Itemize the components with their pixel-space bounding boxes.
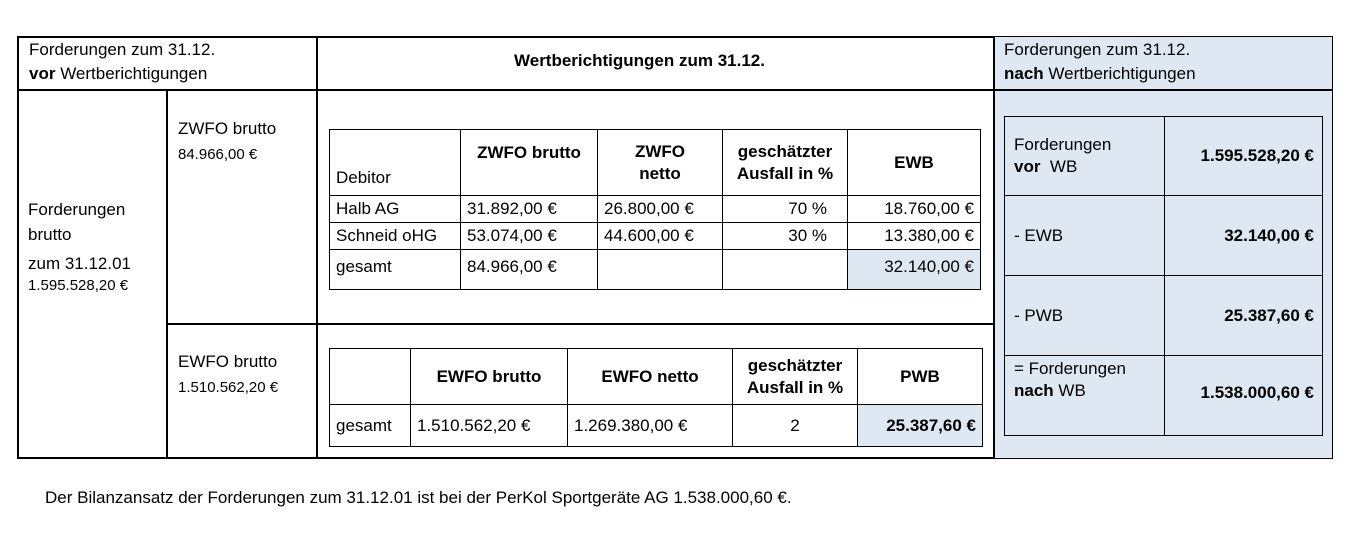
zwfo-header-ewb: EWB (848, 130, 981, 196)
header-right-line2 (1004, 63, 1196, 85)
header-left-bold: vor (29, 64, 56, 83)
summary-r1-bold: vor (1014, 157, 1041, 176)
ewfo-value: 1.510.562,20 € (178, 379, 279, 396)
summary-r1-rest: WB (1040, 157, 1078, 176)
zwfo-header-netto-1: ZWFO (634, 141, 686, 161)
summary-r4-bold: nach (1014, 381, 1054, 400)
zwfo-total-ausfall (723, 250, 848, 290)
zwfo-r1-netto: 26.800,00 € (598, 196, 723, 223)
header-right-line1: Forderungen zum 31.12. (1004, 40, 1191, 59)
table-row (1005, 117, 1323, 196)
summary-r1-value: 1.595.528,20 € (1165, 117, 1323, 196)
zwfo-total-brutto: 84.966,00 € (461, 250, 598, 290)
ewfo-header-ausfall-1: geschätzter (747, 355, 843, 375)
zwfo-header-brutto: ZWFO brutto (461, 130, 598, 196)
summary-r4-label2 (1014, 380, 1158, 402)
zwfo-table (329, 129, 981, 290)
zwfo-total-ewb: 32.140,00 € (848, 250, 981, 290)
zwfo-ewfo-divider (166, 323, 993, 325)
summary-r1-label1: Forderungen (1014, 135, 1112, 154)
zwfo-header-netto (598, 130, 723, 196)
table-row (330, 223, 981, 250)
summary-r4-value: 1.538.000,60 € (1165, 356, 1323, 436)
left-label-3: zum 31.12.01 (28, 254, 132, 273)
zwfo-r2-ausfall: 30 % (723, 223, 848, 250)
zwfo-total-label: gesamt (330, 250, 461, 290)
summary-r2-value: 32.140,00 € (1165, 196, 1323, 276)
zwfo-r1-ewb: 18.760,00 € (848, 196, 981, 223)
ewfo-row-netto: 1.269.380,00 € (568, 405, 733, 447)
header-left-line2 (29, 63, 207, 85)
ewfo-table (329, 348, 983, 447)
zwfo-header-netto-2: netto (639, 163, 681, 183)
summary-table (1004, 116, 1323, 436)
header-right-rest: Wertberichtigungen (1043, 64, 1196, 83)
left-col-divider (316, 36, 318, 459)
zwfo-total-netto (598, 250, 723, 290)
zwfo-value: 84.966,00 € (178, 146, 258, 163)
zwfo-r1-debitor: Halb AG (330, 196, 461, 223)
table-row (1005, 196, 1323, 276)
ewfo-row-pwb: 25.387,60 € (858, 405, 983, 447)
table-row (330, 196, 981, 223)
header-left-rest: Wertberichtigungen (55, 64, 208, 83)
zwfo-header-ausfall (723, 130, 848, 196)
summary-r4-rest: WB (1053, 381, 1086, 400)
summary-r3-value: 25.387,60 € (1165, 276, 1323, 356)
left-inner-divider (166, 90, 168, 459)
ewfo-label: EWFO brutto (178, 352, 278, 371)
zwfo-r2-ewb: 13.380,00 € (848, 223, 981, 250)
zwfo-r2-netto: 44.600,00 € (598, 223, 723, 250)
ewfo-row-ausfall: 2 (733, 405, 858, 447)
summary-r4-label (1005, 356, 1165, 436)
table-row (1005, 276, 1323, 356)
summary-r1-label2 (1014, 156, 1158, 178)
table-row (1005, 356, 1323, 436)
summary-r1-label (1005, 117, 1165, 196)
ewfo-row-brutto: 1.510.562,20 € (411, 405, 568, 447)
zwfo-r1-brutto: 31.892,00 € (461, 196, 598, 223)
ewfo-header-ausfall-2: Ausfall in % (746, 377, 844, 397)
header-middle-title: Wertberichtigungen zum 31.12. (514, 51, 765, 70)
ewfo-header-brutto: EWFO brutto (411, 349, 568, 405)
left-value: 1.595.528,20 € (28, 277, 129, 294)
table-row (330, 405, 983, 447)
zwfo-header-debitor: Debitor (330, 130, 461, 196)
summary-r2-label: - EWB (1005, 196, 1165, 276)
footer-text: Der Bilanzansatz der Forderungen zum 31.12.01 ist bei der PerKol Sportgeräte AG 1.538.000,60 €. (45, 488, 792, 507)
ewfo-header-ausfall (733, 349, 858, 405)
header-right-bold: nach (1004, 64, 1044, 83)
zwfo-header-ausfall-2: Ausfall in % (736, 163, 834, 183)
summary-r3-label: - PWB (1005, 276, 1165, 356)
zwfo-header-ausfall-1: geschätzter (737, 141, 833, 161)
summary-r4-label1: = Forderungen (1014, 359, 1126, 378)
table-row (330, 250, 981, 290)
zwfo-r1-ausfall: 70 % (723, 196, 848, 223)
left-label-2: brutto (28, 225, 72, 244)
zwfo-label: ZWFO brutto (178, 119, 277, 138)
ewfo-header-empty (330, 349, 411, 405)
zwfo-r2-debitor: Schneid oHG (330, 223, 461, 250)
header-divider (17, 89, 1333, 91)
ewfo-row-label: gesamt (330, 405, 411, 447)
ewfo-header-pwb: PWB (858, 349, 983, 405)
header-left-line1: Forderungen zum 31.12. (29, 40, 216, 59)
ewfo-header-netto: EWFO netto (568, 349, 733, 405)
left-label-1: Forderungen (28, 200, 126, 219)
zwfo-r2-brutto: 53.074,00 € (461, 223, 598, 250)
